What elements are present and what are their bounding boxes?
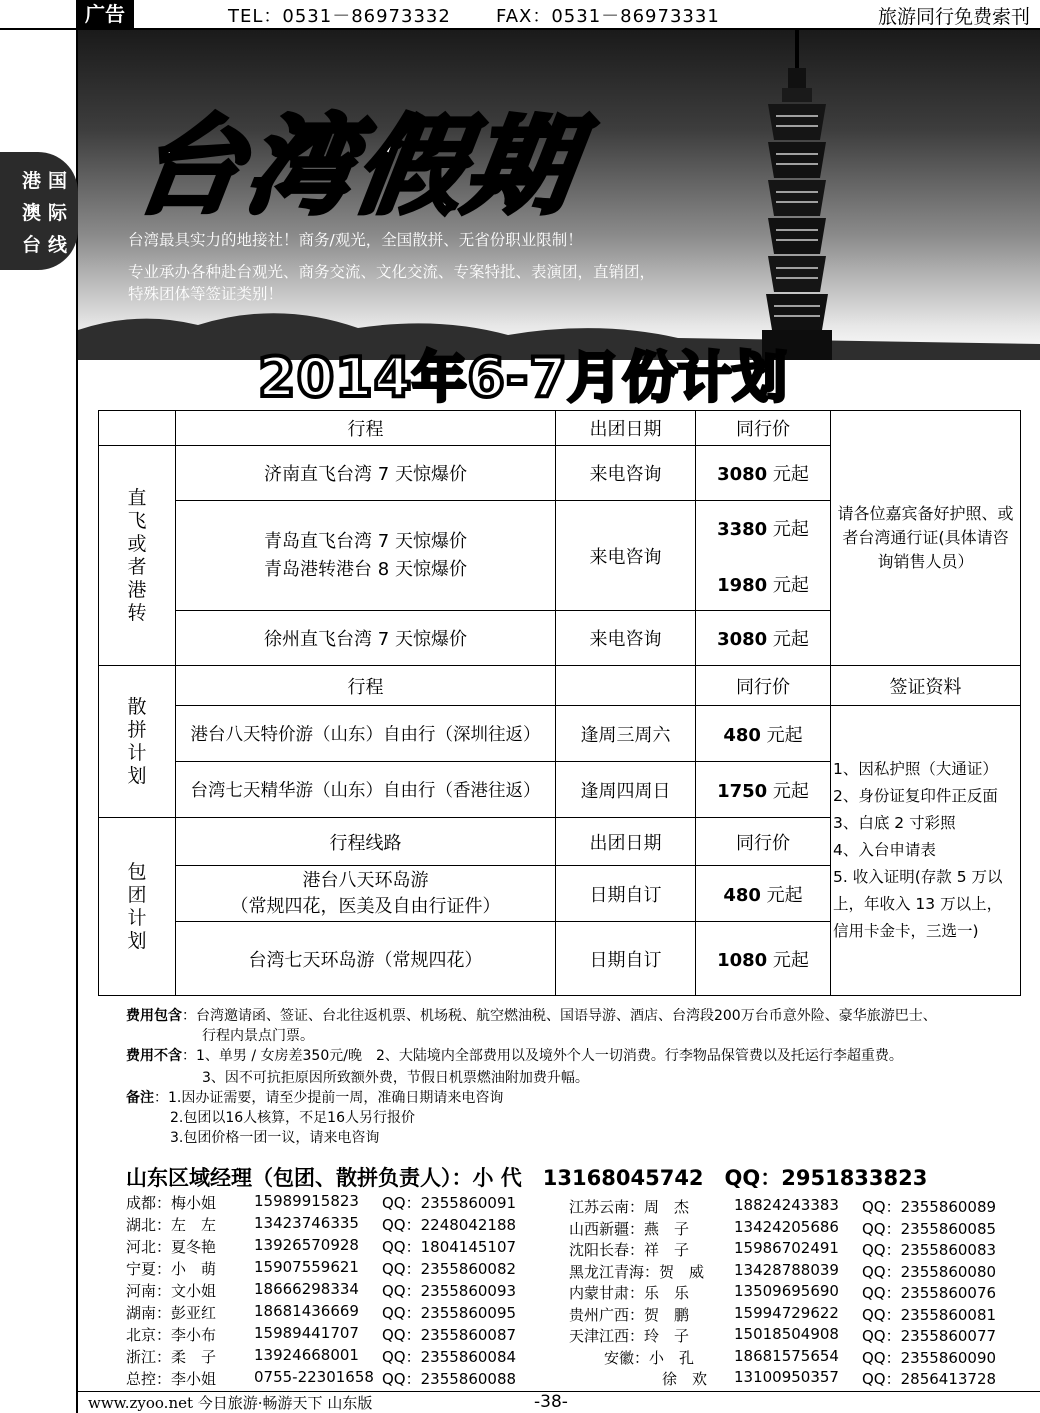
fee-exclude-cont: 3、因不可抗拒原因所致额外费，节假日机票燃油附加费升幅。 (202, 1070, 589, 1086)
route-cell (176, 501, 556, 611)
price-cell (696, 446, 831, 501)
label-char: 划 (127, 764, 147, 787)
date-cell: 来电咨询 (556, 501, 696, 611)
banner (78, 30, 1040, 360)
label-char: 直 (127, 486, 147, 509)
remark-text: ：1.因办证需要，请至少提前一周，准确日期请来电咨询 (154, 1090, 504, 1106)
remark-cont: 3.包团价格一团一议，请来电咨询 (170, 1130, 380, 1146)
price-number: 1750 (717, 780, 768, 802)
contact-qq: QQ：1804145107 (382, 1238, 517, 1256)
side-tab (0, 152, 78, 270)
contact-qq: QQ：2355860095 (382, 1304, 517, 1322)
contact-name: 沈阳长春：祥 子 (569, 1241, 690, 1259)
visa-doc-item: 2、身份证复印件正反面 (833, 787, 998, 805)
contact-phone: 18824243383 (734, 1196, 839, 1214)
label-char: 者 (127, 555, 147, 578)
contact-name: 内蒙甘肃：乐 乐 (569, 1284, 690, 1302)
side-tab-char: 线 (48, 234, 68, 256)
label-char: 港 (127, 578, 147, 601)
fee-include-text: ：台湾邀请函、签证、台北往返机票、机场税、航空燃油税、国语导游、酒店、台湾段200万台币意外险、豪华旅游巴士、 (182, 1008, 937, 1024)
contact-name: 浙江：柔 子 (126, 1348, 217, 1366)
section-label-charter (99, 818, 176, 996)
header-date (556, 666, 696, 706)
itinerary-table (98, 410, 1021, 996)
table-row (99, 706, 1021, 762)
price-unit: 元起 (767, 518, 809, 540)
label-char: 划 (127, 929, 147, 952)
contact-name: 河南：文小姐 (126, 1282, 217, 1300)
contact-name: 安徽：小 孔 (604, 1348, 695, 1367)
date-cell: 逢周四周日 (556, 762, 696, 818)
label-char: 计 (127, 906, 147, 929)
price-cell (696, 611, 831, 666)
price-cell (696, 866, 831, 922)
remark-cont: 2.包团以16人核算，不足16人另行报价 (170, 1110, 415, 1126)
route-line: 港台八天环岛游 (302, 869, 429, 891)
plan-title: 2014年6-7月份计划 (258, 346, 788, 409)
price-unit: 元起 (767, 780, 809, 802)
label-char: 团 (127, 883, 147, 906)
passport-note (831, 411, 1021, 666)
contact-name: 湖北：左 左 (126, 1216, 217, 1234)
contact-phone: 13924668001 (254, 1346, 359, 1364)
contact-name: 成都：梅小姐 (126, 1194, 217, 1212)
telephone: TEL：0531－86973332 (228, 6, 451, 27)
banner-title: 台湾假期 (128, 105, 586, 228)
header-route: 行程线路 (176, 818, 556, 866)
contact-name: 黑龙江青海：贺 威 (569, 1262, 705, 1281)
contact-name: 湖南：彭亚红 (126, 1304, 217, 1322)
contact-name: 河北：夏冬艳 (126, 1238, 217, 1256)
contact-phone: 15994729622 (734, 1303, 839, 1322)
intro-line: 专业承办各种赴台观光、商务交流、文化交流、专案特批、表演团，直销团， (128, 263, 656, 281)
contact-phone: 13428788039 (734, 1260, 839, 1279)
table-header-row (99, 411, 1021, 446)
contact-name: 天津江西：玲 子 (569, 1327, 690, 1345)
header-route: 行程 (176, 411, 556, 446)
header-date: 出团日期 (556, 411, 696, 446)
contact-phone: 15907559621 (254, 1258, 359, 1276)
header-date: 出团日期 (556, 818, 696, 866)
ad-label: 广告 (76, 0, 134, 28)
contact-phone: 15989441707 (254, 1324, 359, 1342)
contact-name: 总控：李小姐 (126, 1370, 217, 1388)
footer-site: www.zyoo.net 今日旅游·畅游天下 山东版 (88, 1394, 373, 1412)
price-number: 3080 (717, 464, 768, 485)
price-number: 480 (723, 884, 761, 906)
table-header-row (99, 666, 1021, 706)
contact-qq: QQ：2355860077 (862, 1327, 997, 1345)
price-cell (696, 922, 831, 996)
intro-line: 特殊团体等签证类别！ (128, 285, 284, 303)
contact-name: 山西新疆：燕 子 (569, 1219, 690, 1238)
side-tab-char: 际 (48, 202, 68, 224)
contact-name: 北京：李小布 (126, 1326, 217, 1344)
label-char: 计 (127, 741, 147, 764)
header-price: 同行价 (696, 818, 831, 866)
price-line (696, 571, 830, 597)
visa-documents (831, 706, 1021, 996)
fee-include-label: 费用包含 (126, 1008, 182, 1024)
side-tab-char: 澳 (22, 202, 42, 224)
route-cell: 台湾七天精华游（山东）自由行（香港往返） (176, 762, 556, 818)
note-line: 者台湾通行证(具体请咨 (842, 528, 1009, 547)
visa-doc-item: 4、入台申请表 (833, 841, 936, 859)
price-unit: 元起 (760, 724, 803, 746)
route-line: 青岛直飞台湾 7 天惊爆价 (264, 530, 467, 552)
price-cell (696, 706, 831, 762)
contact-phone: 15018504908 (734, 1325, 839, 1343)
visa-doc-item: 信用卡金卡，三选一) (833, 922, 979, 940)
contact-qq: QQ：2355860076 (862, 1284, 997, 1302)
taipei-101-tower-image (738, 30, 858, 360)
contact-name: 贵州广西：贺 鹏 (569, 1305, 690, 1324)
header-visa: 签证资料 (831, 666, 1021, 706)
header-route: 行程 (176, 666, 556, 706)
price-unit: 元起 (767, 629, 809, 650)
route-cell (176, 866, 556, 922)
contact-phone: 0755-22301658 (254, 1368, 374, 1386)
date-cell: 来电咨询 (556, 446, 696, 501)
contact-qq: QQ：2355860080 (862, 1262, 997, 1281)
contact-phone: 18681575654 (734, 1346, 839, 1365)
contact-name: 徐 欢 (662, 1370, 708, 1388)
section-label-direct (99, 446, 176, 666)
visa-doc-item: 5. 收入证明(存款 5 万以 (833, 868, 1003, 886)
contact-phone: 13424205686 (734, 1217, 839, 1236)
regional-manager: 山东区域经理（包团、散拼负责人）：小 代 13168045742 QQ：2951833823 (126, 1166, 928, 1190)
contact-name: 宁夏：小 萌 (126, 1260, 217, 1278)
label-char: 包 (127, 860, 147, 883)
visa-doc-item: 3、白底 2 寸彩照 (833, 814, 956, 832)
fee-exclude-label: 费用不含 (126, 1048, 182, 1064)
date-cell: 日期自订 (556, 866, 696, 922)
free-index-note: 旅游同行免费索刊 (877, 6, 1030, 28)
contact-qq: QQ：2355860088 (382, 1370, 517, 1388)
contact-qq: QQ：2355860082 (382, 1260, 517, 1278)
contact-phone: 15989915823 (254, 1192, 359, 1210)
note-line: 请各位嘉宾备好护照、或 (837, 504, 1014, 523)
price-number: 3380 (717, 518, 768, 540)
fee-exclude (126, 1046, 903, 1066)
remark-label: 备注 (126, 1090, 154, 1106)
contact-qq: QQ：2355860083 (862, 1241, 997, 1259)
price-unit: 元起 (767, 464, 809, 485)
header-price: 同行价 (696, 411, 831, 446)
fax: FAX：0531－86973331 (496, 6, 720, 27)
side-tab-char: 港 (22, 170, 42, 192)
price-number: 480 (723, 724, 761, 746)
price-unit: 元起 (767, 949, 809, 971)
contact-phone: 18681436669 (254, 1302, 359, 1320)
contact-qq: QQ：2355860090 (862, 1348, 997, 1367)
price-unit: 元起 (767, 574, 809, 596)
table-cell (99, 411, 176, 446)
section-label-group-join (99, 666, 176, 818)
page-number: -38- (534, 1392, 568, 1412)
visa-doc-item: 上，年收入 13 万以上， (833, 895, 1003, 913)
contact-qq: QQ：2355860093 (382, 1282, 517, 1300)
contact-qq: QQ：2355860084 (382, 1348, 517, 1366)
price-number: 1080 (717, 949, 768, 971)
contact-phone: 13423746335 (254, 1214, 359, 1232)
route-line: （常规四花，医美及自由行证件） (230, 895, 501, 917)
contact-phone: 15986702491 (734, 1239, 839, 1257)
label-char: 拼 (127, 718, 147, 741)
contact-qq: QQ：2355860081 (862, 1305, 997, 1324)
label-char: 或 (127, 532, 147, 555)
contact-phone: 13509695690 (734, 1282, 839, 1300)
price-number: 1980 (717, 574, 768, 596)
label-char: 转 (127, 601, 147, 624)
date-cell: 逢周三周六 (556, 706, 696, 762)
fee-include (126, 1006, 937, 1026)
contact-phone: 18666298334 (254, 1280, 359, 1298)
contact-qq: QQ：2355860085 (862, 1219, 997, 1238)
price-unit: 元起 (760, 884, 803, 906)
date-cell: 来电咨询 (556, 611, 696, 666)
route-cell: 台湾七天环岛游（常规四花） (176, 922, 556, 996)
contact-qq: QQ：2856413728 (862, 1370, 997, 1388)
label-char: 散 (127, 695, 147, 718)
contact-name: 江苏云南：周 杰 (569, 1198, 690, 1216)
price-line (696, 515, 830, 541)
visa-doc-item: 1、因私护照（大通证） (833, 760, 998, 778)
price-number: 3080 (717, 629, 768, 650)
label-char: 飞 (127, 509, 147, 532)
contact-phone: 13100950357 (734, 1368, 839, 1386)
fee-include-cont: 行程内景点门票。 (202, 1028, 314, 1044)
contact-qq: QQ：2355860089 (862, 1198, 997, 1216)
price-cell (696, 762, 831, 818)
header-price: 同行价 (696, 666, 831, 706)
contact-qq: QQ：2248042188 (382, 1216, 517, 1234)
intro-line: 台湾最具实力的地接社！商务/观光，全国散拼、无省份职业限制！ (128, 231, 583, 249)
note-line: 询销售人员） (877, 552, 974, 571)
contact-qq: QQ：2355860087 (382, 1326, 517, 1344)
route-cell: 济南直飞台湾 7 天惊爆价 (176, 446, 556, 501)
date-cell: 日期自订 (556, 922, 696, 996)
contact-phone: 13926570928 (254, 1236, 359, 1254)
price-cell (696, 501, 831, 611)
fee-exclude-text: ：1、单男 / 女房差350元/晚 2、大陆境内全部费用以及境外个人一切消费。行李物品保管费以及托运行李超重费。 (182, 1048, 903, 1064)
side-tab-char: 台 (22, 234, 42, 256)
top-bar (0, 0, 1040, 30)
contact-qq: QQ：2355860091 (382, 1194, 517, 1212)
remark (126, 1088, 503, 1108)
side-tab-char: 国 (48, 170, 68, 192)
route-cell: 港台八天特价游（山东）自由行（深圳往返） (176, 706, 556, 762)
route-cell: 徐州直飞台湾 7 天惊爆价 (176, 611, 556, 666)
route-line: 青岛港转港台 8 天惊爆价 (264, 558, 467, 580)
